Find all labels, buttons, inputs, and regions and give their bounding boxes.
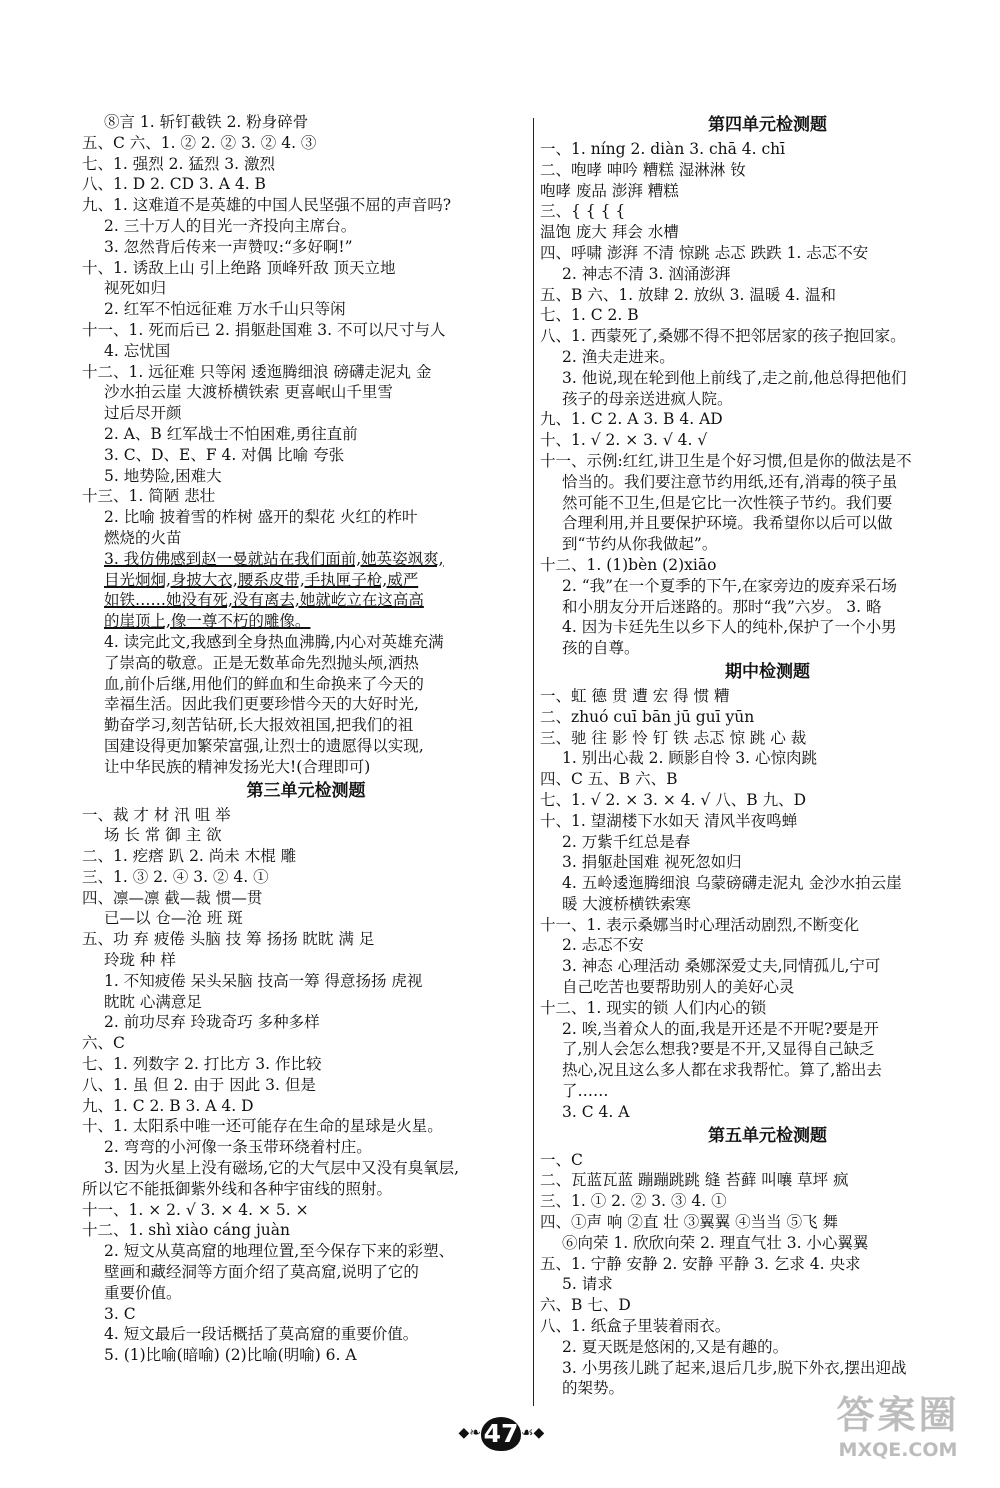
answer-line: 了,别人会怎么想我?要是不开,又显得自己缺乏	[562, 1040, 875, 1059]
answer-line: 场 长 常 御 主 欲	[104, 826, 222, 845]
answer-line: 六、B 七、D	[540, 1296, 631, 1315]
answer-line: 十、1. √ 2. × 3. √ 4. √	[540, 431, 708, 450]
answer-line: 沙水拍云崖 大渡桥横铁索 更喜岷山千里雪	[104, 383, 393, 402]
answer-line: 五、B 六、1. 放肆 2. 放纵 3. 温暖 4. 温和	[540, 285, 836, 304]
underlined-answer-text: 如铁……她没有死,没有离去,她就屹立在这高高	[104, 591, 424, 610]
answer-line: 和小朋友分开后迷路的。那时“我”六岁。 3. 略	[562, 597, 882, 616]
answer-line: 3. 神态 心理活动 桑娜深爱丈夫,同情孤儿,宁可	[562, 957, 881, 976]
answer-line: 八、1. 虽 但 2. 由于 因此 3. 但是	[82, 1075, 316, 1094]
answer-line: 3. C 4. A	[562, 1102, 630, 1121]
answer-line: 一、虹 德 贯 遭 宏 得 惯 糟	[540, 686, 730, 705]
answer-line: 视死如归	[104, 279, 167, 298]
answer-line: 3. 他说,现在轮到他上前线了,走之前,他总得把他们	[562, 368, 907, 387]
answer-line: 恰当的。我们要注意节约用纸,还有,消毒的筷子虽	[562, 472, 898, 491]
answer-line: 过后尽开颜	[104, 404, 182, 423]
answer-line: 三、驰 往 影 怜 钉 铁 忐忑 惊 跳 心 裁	[540, 728, 807, 747]
answer-line: 十一、1. 表示桑娜当时心理活动剧烈,不断变化	[540, 915, 860, 934]
answer-line: 3. 忽然背后传来一声赞叹:“多好啊!”	[104, 237, 353, 256]
answer-line: 的架势。	[562, 1379, 625, 1398]
answer-line: 4. 因为卡廷先生以乡下人的纯朴,保护了一个小男	[562, 618, 897, 637]
answer-line: 八、1. D 2. CD 3. A 4. B	[82, 175, 266, 194]
answer-line: 3. 因为火星上没有磁场,它的大气层中又没有臭氧层,	[104, 1159, 460, 1178]
answer-line: 重要价值。	[104, 1283, 182, 1302]
answer-line: 2. A、B 红军战士不怕困难,勇往直前	[104, 424, 358, 443]
answer-line: 九、1. 这难道不是英雄的中国人民坚强不屈的声音吗?	[82, 196, 452, 215]
left-answer-column	[82, 112, 530, 1366]
answer-line: 四、凛—凛 截—裁 惯—贯	[82, 888, 263, 907]
answer-line: 玲珑 种 样	[104, 951, 176, 970]
answer-line: 幸福生活。因此我们更要珍惜今天的大好时光,	[104, 695, 419, 714]
answer-line: 七、1. 列数字 2. 打比方 3. 作比较	[82, 1055, 322, 1074]
answer-line: 一、C	[540, 1150, 583, 1169]
answer-line	[82, 611, 530, 632]
answer-line: 孩子的母亲送进疯人院。	[562, 389, 733, 408]
answer-line: 2. 唉,当着众人的面,我是开还是不开呢?要是开	[562, 1019, 879, 1038]
answer-line: 三、1. ③ 2. ④ 3. ② 4. ①	[82, 867, 269, 886]
answer-line: 五、功 弃 疲倦 头脑 技 筹 扬扬 眈眈 满 足	[82, 930, 375, 949]
answer-line: 燃烧的火苗	[104, 528, 182, 547]
answer-line	[82, 549, 530, 570]
answer-line: 2. 红军不怕远征难 万水千山只等闲	[104, 300, 346, 319]
answer-line: 5. 地势险,困难大	[104, 466, 222, 485]
section-heading: 期中检测题	[725, 661, 810, 682]
answer-line: 四、①声 响 ②直 壮 ③翼翼 ④当当 ⑤飞 舞	[540, 1213, 838, 1232]
answer-line: 眈眈 心满意足	[104, 992, 202, 1011]
section-heading: 第三单元检测题	[246, 780, 366, 801]
answer-line: 合理利用,并且要保护环境。我希望你以后可以做	[562, 514, 893, 533]
answer-line: 二、咆哮 呻吟 糟糕 湿淋淋 钕	[540, 160, 746, 179]
answer-line: 4. 短文最后一段话概括了莫高窟的重要价值。	[104, 1325, 419, 1344]
answer-line: 十、1. 望湖楼下水如天 清风半夜鸣蝉	[540, 811, 798, 830]
column-divider	[533, 118, 534, 1406]
answer-line: 5. (1)比喻(暗喻) (2)比喻(明喻) 6. A	[104, 1346, 357, 1365]
answer-line: 五、C 六、1. ② 2. ② 3. ② 4. ③	[82, 133, 317, 152]
watermark	[808, 1392, 988, 1474]
section-heading: 第四单元检测题	[708, 115, 827, 135]
answer-line	[82, 590, 530, 611]
answer-line: 到“节约从你我做起”。	[562, 535, 718, 554]
answer-line: 2. 神志不清 3. 汹涌澎湃	[562, 264, 731, 283]
answer-line: 3. C	[104, 1304, 136, 1323]
answer-line: 八、1. 纸盒子里装着雨衣。	[540, 1317, 731, 1336]
answer-line: 七、1. C 2. B	[540, 306, 639, 325]
answer-line: 血,前仆后继,用他们的鲜血和生命换来了今天的	[104, 674, 424, 693]
right-flourish-icon: ☙◆	[521, 1425, 545, 1441]
answer-line: 让中华民族的精神发扬光大!(合理即可)	[104, 757, 371, 776]
answer-line: 自己吃苦也要帮助别人的美好心灵	[562, 978, 795, 997]
answer-line: 2. 短文从莫高窟的地理位置,至今保存下来的彩塑、	[104, 1242, 455, 1261]
watermark-brand: 答案圈	[836, 1393, 960, 1437]
answer-line: 2. 三十万人的目光一齐投向主席台。	[104, 216, 357, 235]
answer-line: 2. 夏天既是悠闲的,又是有趣的。	[562, 1337, 789, 1356]
underlined-answer-text: 目光炯炯,身披大衣,腰系皮带,手执匣子枪,威严	[104, 570, 419, 589]
answer-line: 二、1. 疙瘩 趴 2. 尚未 木棍 雕	[82, 847, 297, 866]
answer-line: 孩的自尊。	[562, 639, 640, 658]
answer-line: 十、1. 太阳系中唯一还可能存在生命的星球是火星。	[82, 1117, 443, 1136]
answer-line: 一、1. níng 2. diàn 3. chā 4. chī	[540, 140, 786, 158]
answer-line: 九、1. C 2. B 3. A 4. D	[82, 1096, 254, 1115]
answer-line: 九、1. C 2. A 3. B 4. AD	[540, 410, 723, 429]
answer-line: 四、呼啸 澎湃 不清 惊跳 忐忑 跌跌 1. 忐忑不安	[540, 243, 869, 262]
underlined-answer-text: 3. 我仿佛感到赵一曼就站在我们面前,她英姿飒爽,	[104, 549, 444, 568]
answer-line: 4. 读完此文,我感到全身热血沸腾,内心对英雄充满	[104, 632, 444, 651]
answer-line: 咆哮 废品 澎湃 糟糕	[540, 181, 679, 200]
answer-line: 所以它不能抵御紫外线和各种宇宙线的照射。	[82, 1179, 393, 1198]
answer-line: 六、C	[82, 1034, 125, 1053]
answer-line: 2. 忐忑不安	[562, 936, 644, 955]
answer-line: 2. “我”在一个夏季的下午,在家旁边的废弃采石场	[562, 576, 897, 595]
answer-line: 热心,况且这么多人都在求我帮忙。算了,豁出去	[562, 1061, 882, 1080]
answer-line: 2. 前功尽弃 玲珑奇巧 多种多样	[104, 1013, 320, 1032]
answer-line: 一、裁 才 材 汛 咀 举	[82, 805, 231, 824]
watermark-url: MXQE.COM	[838, 1439, 958, 1461]
underlined-answer-text: 的崖顶上,像一尊不朽的雕像。	[104, 612, 311, 631]
answer-line: 温饱 庞大 拜会 水槽	[540, 223, 679, 242]
answer-line: 2. 比喻 披着雪的柞树 盛开的梨花 火红的柞叶	[104, 508, 418, 527]
answer-line: 十二、1. shì xiào cáng juàn	[82, 1221, 291, 1240]
answer-line: 了崇高的敬意。正是无数革命先烈抛头颅,洒热	[104, 653, 419, 672]
section-heading: 第五单元检测题	[708, 1125, 827, 1146]
answer-line: 5. 请求	[562, 1275, 613, 1294]
page-number-badge	[455, 1414, 547, 1454]
answer-line: ⑧言 1. 斩钉截铁 2. 粉身碎骨	[104, 113, 309, 131]
answer-line: 国建设得更加繁荣富强,让烈士的遗愿得以实现,	[104, 736, 424, 755]
answer-line: 壁画和藏经洞等方面介绍了莫高窟,说明了它的	[104, 1263, 419, 1282]
right-answer-column	[540, 112, 995, 1399]
answer-line: 十一、1. 死而后已 2. 捐躯赴国难 3. 不可以尺寸与人	[82, 320, 446, 339]
answer-line: 四、C 五、B 六、B	[540, 770, 678, 789]
answer-line: 十二、1. 远征难 只等闲 逶迤腾细浪 磅礴走泥丸 金	[82, 362, 432, 381]
answer-line: 了……	[562, 1082, 609, 1101]
page-number: 47	[481, 1417, 521, 1451]
answer-line: 二、zhuó cuī bān jū guī yūn	[540, 707, 755, 726]
answer-line: 五、1. 宁静 安静 2. 安静 平静 3. 乞求 4. 央求	[540, 1254, 861, 1273]
answer-line: 十一、1. × 2. √ 3. × 4. × 5. ×	[82, 1200, 309, 1219]
answer-line: 2. 弯弯的小河像一条玉带环绕着村庄。	[104, 1138, 372, 1157]
answer-line: 十、1. 诱敌上山 引上绝路 顶峰歼敌 顶天立地	[82, 258, 396, 277]
answer-line: 十三、1. 简陋 悲壮	[82, 487, 216, 506]
answer-line: 十二、1. 现实的锁 人们内心的锁	[540, 998, 767, 1017]
answer-line: 2. 万紫千红总是春	[562, 832, 691, 851]
answer-line: 3. C、D、E、F 4. 对偶 比喻 夸张	[104, 445, 345, 464]
answer-line: 十一、示例:红红,讲卫生是个好习惯,但是你的做法是不	[540, 451, 912, 470]
answer-line: 2. 渔夫走进来。	[562, 347, 675, 366]
answer-line: 暖 大渡桥横铁索寒	[562, 894, 691, 913]
answer-line: ⑥向荣 1. 欣欣向荣 2. 理直气壮 3. 小心翼翼	[562, 1233, 869, 1252]
answer-line: 3. 捐躯赴国难 视死忽如归	[562, 853, 742, 872]
answer-line: 三、1. ① 2. ② 3. ③ 4. ①	[540, 1192, 727, 1211]
answer-line: 十二、1. (1)bèn (2)xiāo	[540, 555, 717, 574]
answer-line: 八、1. 西蒙死了,桑娜不得不把邻居家的孩子抱回家。	[540, 327, 906, 346]
answer-line: 二、瓦蓝瓦蓝 蹦蹦跳跳 缝 苔藓 叫嚷 草坪 疯	[540, 1171, 849, 1190]
answer-line: 3. 小男孩儿跳了起来,退后几步,脱下外衣,摆出迎战	[562, 1358, 907, 1377]
answer-line: 三、{ { { {	[540, 202, 626, 221]
answer-line	[82, 570, 530, 591]
answer-line: 勤奋学习,刻苦钻研,长大报效祖国,把我们的祖	[104, 716, 414, 735]
answer-line: 1. 不知疲倦 呆头呆脑 技高一筹 得意扬扬 虎视	[104, 971, 423, 990]
answer-line: 1. 别出心裁 2. 顾影自怜 3. 心惊肉跳	[562, 749, 818, 768]
answer-line: 七、1. 强烈 2. 猛烈 3. 激烈	[82, 154, 276, 173]
answer-line: 4. 五岭逶迤腾细浪 乌蒙磅礴走泥丸 金沙水拍云崖	[562, 874, 902, 893]
answer-line: 七、1. √ 2. × 3. × 4. √ 八、B 九、D	[540, 790, 807, 809]
answer-line: 然可能不卫生,但是它比一次性筷子节约。我们要	[562, 493, 893, 512]
answer-line: 4. 忘忧国	[104, 341, 171, 360]
left-flourish-icon: ◆❧	[458, 1425, 481, 1441]
answer-line: 已—以 仓—沧 班 斑	[104, 909, 243, 928]
